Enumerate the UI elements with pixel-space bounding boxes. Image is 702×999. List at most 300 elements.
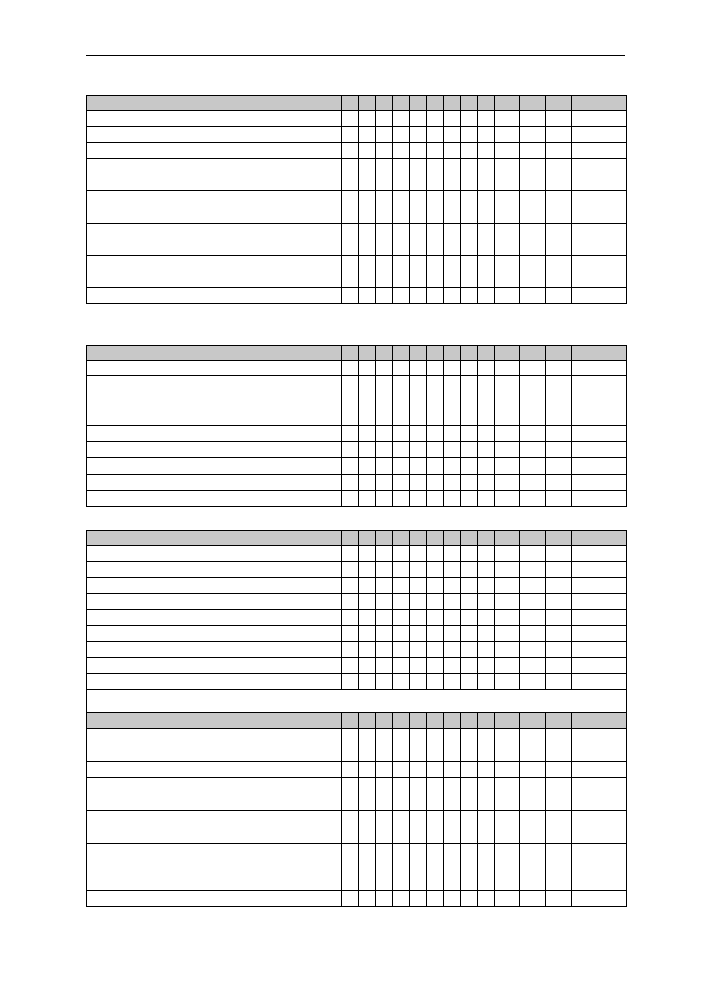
check-cell (342, 642, 359, 658)
check-cell (572, 844, 627, 891)
check-cell (427, 475, 444, 491)
check-cell (359, 361, 376, 376)
check-cell (359, 844, 376, 891)
check-cell (376, 127, 393, 143)
check-cell (444, 594, 461, 610)
table-row (87, 762, 627, 778)
check-cell (342, 729, 359, 762)
table-row (87, 426, 627, 442)
check-cell (410, 426, 427, 442)
check-cell (393, 778, 410, 811)
check-cell (461, 376, 478, 426)
check-cell (572, 143, 627, 159)
row-label-cell (87, 844, 342, 891)
check-cell (520, 713, 546, 729)
check-cell (410, 159, 427, 191)
check-cell (410, 96, 427, 111)
check-cell (342, 143, 359, 159)
check-cell (478, 288, 495, 304)
table-row (87, 442, 627, 458)
check-cell (461, 288, 478, 304)
check-cell (393, 844, 410, 891)
check-cell (410, 361, 427, 376)
check-cell (461, 159, 478, 191)
check-cell (342, 111, 359, 127)
check-cell (495, 491, 520, 507)
check-cell (376, 844, 393, 891)
grid-section-2-body (87, 346, 627, 507)
check-cell (342, 376, 359, 426)
check-cell (342, 191, 359, 224)
check-cell (520, 778, 546, 811)
check-cell (376, 256, 393, 288)
check-cell (546, 361, 572, 376)
check-cell (427, 674, 444, 690)
check-cell (393, 578, 410, 594)
check-cell (376, 491, 393, 507)
check-cell (427, 491, 444, 507)
check-cell (410, 288, 427, 304)
check-cell (342, 159, 359, 191)
check-cell (461, 713, 478, 729)
check-cell (546, 762, 572, 778)
check-cell (444, 256, 461, 288)
check-cell (393, 674, 410, 690)
check-cell (495, 729, 520, 762)
check-cell (495, 346, 520, 361)
check-cell (546, 256, 572, 288)
check-cell (359, 626, 376, 642)
check-cell (393, 475, 410, 491)
check-cell (461, 458, 478, 475)
check-cell (359, 778, 376, 811)
check-cell (546, 778, 572, 811)
check-cell (461, 475, 478, 491)
check-cell (359, 762, 376, 778)
check-cell (572, 594, 627, 610)
check-cell (359, 143, 376, 159)
check-cell (546, 475, 572, 491)
check-cell (444, 442, 461, 458)
check-cell (359, 491, 376, 507)
check-cell (495, 442, 520, 458)
check-cell (546, 159, 572, 191)
check-cell (393, 594, 410, 610)
check-cell (478, 361, 495, 376)
check-cell (461, 361, 478, 376)
check-cell (376, 546, 393, 562)
check-cell (427, 642, 444, 658)
check-cell (478, 143, 495, 159)
check-cell (376, 594, 393, 610)
section-note (87, 690, 627, 713)
check-cell (410, 127, 427, 143)
check-cell (427, 762, 444, 778)
check-cell (342, 713, 359, 729)
table-row (87, 594, 627, 610)
check-cell (546, 531, 572, 546)
check-cell (546, 96, 572, 111)
check-cell (393, 562, 410, 578)
check-cell (478, 578, 495, 594)
check-cell (410, 191, 427, 224)
check-cell (572, 658, 627, 674)
check-cell (520, 475, 546, 491)
check-cell (444, 658, 461, 674)
check-cell (461, 891, 478, 907)
check-cell (410, 256, 427, 288)
check-cell (359, 594, 376, 610)
check-cell (444, 96, 461, 111)
check-cell (572, 458, 627, 475)
check-cell (342, 426, 359, 442)
check-cell (461, 729, 478, 762)
check-cell (376, 361, 393, 376)
check-cell (572, 224, 627, 256)
check-cell (546, 642, 572, 658)
check-cell (410, 891, 427, 907)
check-cell (546, 594, 572, 610)
check-cell (478, 891, 495, 907)
check-cell (410, 442, 427, 458)
check-cell (393, 762, 410, 778)
check-cell (572, 191, 627, 224)
check-cell (461, 562, 478, 578)
check-cell (495, 762, 520, 778)
check-cell (342, 626, 359, 642)
check-cell (393, 143, 410, 159)
check-cell (461, 96, 478, 111)
check-cell (572, 762, 627, 778)
row-label-cell (87, 361, 342, 376)
check-cell (359, 578, 376, 594)
table-row (87, 891, 627, 907)
row-label-cell (87, 224, 342, 256)
check-cell (478, 491, 495, 507)
check-cell (520, 191, 546, 224)
check-cell (461, 762, 478, 778)
section-header-label (87, 346, 342, 361)
check-cell (478, 844, 495, 891)
check-cell (572, 778, 627, 811)
row-label-cell (87, 475, 342, 491)
check-cell (478, 594, 495, 610)
check-cell (444, 762, 461, 778)
row-label-cell (87, 594, 342, 610)
check-cell (410, 458, 427, 475)
row-label-cell (87, 143, 342, 159)
check-cell (520, 442, 546, 458)
table-row (87, 578, 627, 594)
check-cell (495, 844, 520, 891)
check-cell (359, 713, 376, 729)
check-cell (427, 127, 444, 143)
check-cell (410, 713, 427, 729)
check-cell (427, 111, 444, 127)
check-cell (478, 127, 495, 143)
check-cell (478, 626, 495, 642)
grid-section-3-body (87, 531, 627, 907)
check-cell (393, 111, 410, 127)
table-row (87, 658, 627, 674)
check-cell (393, 96, 410, 111)
check-cell (359, 475, 376, 491)
check-cell (427, 778, 444, 811)
row-label-cell (87, 288, 342, 304)
check-cell (461, 191, 478, 224)
check-cell (427, 713, 444, 729)
check-cell (495, 713, 520, 729)
check-cell (546, 674, 572, 690)
check-cell (461, 546, 478, 562)
check-cell (495, 143, 520, 159)
check-cell (495, 361, 520, 376)
check-cell (444, 642, 461, 658)
check-cell (342, 288, 359, 304)
check-cell (444, 531, 461, 546)
check-cell (359, 531, 376, 546)
row-label-cell (87, 729, 342, 762)
check-cell (376, 891, 393, 907)
check-cell (478, 426, 495, 442)
table-row (87, 191, 627, 224)
check-cell (376, 531, 393, 546)
check-cell (410, 610, 427, 626)
check-cell (410, 578, 427, 594)
check-cell (520, 491, 546, 507)
row-label-cell (87, 891, 342, 907)
check-cell (342, 361, 359, 376)
check-cell (444, 546, 461, 562)
check-cell (572, 127, 627, 143)
check-cell (444, 626, 461, 642)
check-cell (393, 346, 410, 361)
page-top-rule (86, 55, 625, 56)
check-cell (410, 626, 427, 642)
table-row (87, 111, 627, 127)
check-cell (478, 762, 495, 778)
row-label-cell (87, 376, 342, 426)
check-cell (444, 491, 461, 507)
check-cell (572, 256, 627, 288)
check-cell (359, 127, 376, 143)
check-cell (520, 642, 546, 658)
check-cell (520, 844, 546, 891)
check-cell (342, 475, 359, 491)
check-cell (461, 610, 478, 626)
check-cell (520, 256, 546, 288)
check-cell (393, 442, 410, 458)
check-cell (427, 96, 444, 111)
check-cell (546, 562, 572, 578)
table-row (87, 674, 627, 690)
check-cell (427, 224, 444, 256)
check-cell (478, 562, 495, 578)
check-cell (520, 376, 546, 426)
check-cell (461, 224, 478, 256)
row-label-cell (87, 674, 342, 690)
check-cell (520, 288, 546, 304)
check-cell (546, 143, 572, 159)
check-cell (461, 594, 478, 610)
check-cell (444, 844, 461, 891)
check-cell (444, 811, 461, 844)
check-cell (393, 458, 410, 475)
row-label-cell (87, 578, 342, 594)
check-cell (410, 562, 427, 578)
check-cell (478, 713, 495, 729)
check-cell (376, 811, 393, 844)
check-cell (342, 491, 359, 507)
row-label-cell (87, 491, 342, 507)
check-cell (359, 159, 376, 191)
table-row (87, 376, 627, 426)
check-cell (461, 531, 478, 546)
check-cell (461, 426, 478, 442)
check-cell (359, 729, 376, 762)
check-cell (393, 811, 410, 844)
check-cell (495, 111, 520, 127)
grid-section-2 (86, 345, 627, 507)
check-cell (495, 642, 520, 658)
check-cell (427, 143, 444, 159)
check-cell (376, 159, 393, 191)
check-cell (393, 256, 410, 288)
check-cell (410, 778, 427, 811)
check-cell (478, 674, 495, 690)
check-cell (495, 224, 520, 256)
check-cell (444, 361, 461, 376)
check-cell (546, 191, 572, 224)
check-cell (393, 491, 410, 507)
check-cell (393, 642, 410, 658)
check-cell (546, 891, 572, 907)
check-cell (427, 626, 444, 642)
check-cell (393, 127, 410, 143)
table-row (87, 729, 627, 762)
check-cell (359, 546, 376, 562)
check-cell (478, 811, 495, 844)
check-cell (546, 127, 572, 143)
check-cell (444, 458, 461, 475)
check-cell (572, 891, 627, 907)
check-cell (427, 891, 444, 907)
check-cell (461, 642, 478, 658)
check-cell (444, 610, 461, 626)
check-cell (393, 426, 410, 442)
check-cell (444, 729, 461, 762)
check-cell (393, 191, 410, 224)
check-cell (520, 626, 546, 642)
check-cell (461, 626, 478, 642)
check-cell (520, 578, 546, 594)
check-cell (393, 891, 410, 907)
check-cell (461, 578, 478, 594)
check-cell (376, 442, 393, 458)
check-cell (520, 729, 546, 762)
check-cell (461, 111, 478, 127)
check-cell (572, 442, 627, 458)
check-cell (520, 96, 546, 111)
check-cell (342, 96, 359, 111)
check-cell (495, 475, 520, 491)
check-cell (359, 610, 376, 626)
check-cell (427, 256, 444, 288)
check-cell (359, 811, 376, 844)
section-header-label (87, 713, 342, 729)
row-label-cell (87, 442, 342, 458)
check-cell (572, 491, 627, 507)
check-cell (546, 578, 572, 594)
check-cell (342, 442, 359, 458)
grid-section-1-body (87, 96, 627, 304)
check-cell (495, 191, 520, 224)
check-cell (444, 891, 461, 907)
check-cell (359, 288, 376, 304)
check-cell (427, 159, 444, 191)
row-label-cell (87, 642, 342, 658)
check-cell (376, 642, 393, 658)
section-header-row (87, 346, 627, 361)
check-cell (427, 811, 444, 844)
check-cell (427, 376, 444, 426)
check-cell (342, 346, 359, 361)
check-cell (376, 658, 393, 674)
check-cell (461, 442, 478, 458)
check-cell (572, 376, 627, 426)
check-cell (572, 674, 627, 690)
check-cell (393, 224, 410, 256)
check-cell (444, 674, 461, 690)
check-cell (546, 610, 572, 626)
check-cell (393, 546, 410, 562)
check-cell (376, 778, 393, 811)
check-cell (410, 475, 427, 491)
check-cell (546, 626, 572, 642)
check-cell (410, 762, 427, 778)
check-cell (427, 191, 444, 224)
check-cell (520, 674, 546, 690)
check-cell (461, 491, 478, 507)
table-row (87, 610, 627, 626)
check-cell (427, 546, 444, 562)
check-cell (376, 578, 393, 594)
check-cell (342, 224, 359, 256)
check-cell (410, 594, 427, 610)
section-header-row (87, 713, 627, 729)
check-cell (495, 811, 520, 844)
row-label-cell (87, 562, 342, 578)
check-cell (478, 778, 495, 811)
check-cell (410, 143, 427, 159)
check-cell (376, 674, 393, 690)
check-cell (342, 844, 359, 891)
check-cell (495, 778, 520, 811)
check-cell (427, 610, 444, 626)
check-cell (359, 96, 376, 111)
check-cell (478, 376, 495, 426)
check-cell (410, 642, 427, 658)
check-cell (444, 376, 461, 426)
check-cell (478, 531, 495, 546)
check-cell (461, 844, 478, 891)
check-cell (495, 578, 520, 594)
check-cell (520, 891, 546, 907)
check-cell (342, 594, 359, 610)
check-cell (410, 346, 427, 361)
check-cell (520, 562, 546, 578)
check-cell (572, 811, 627, 844)
